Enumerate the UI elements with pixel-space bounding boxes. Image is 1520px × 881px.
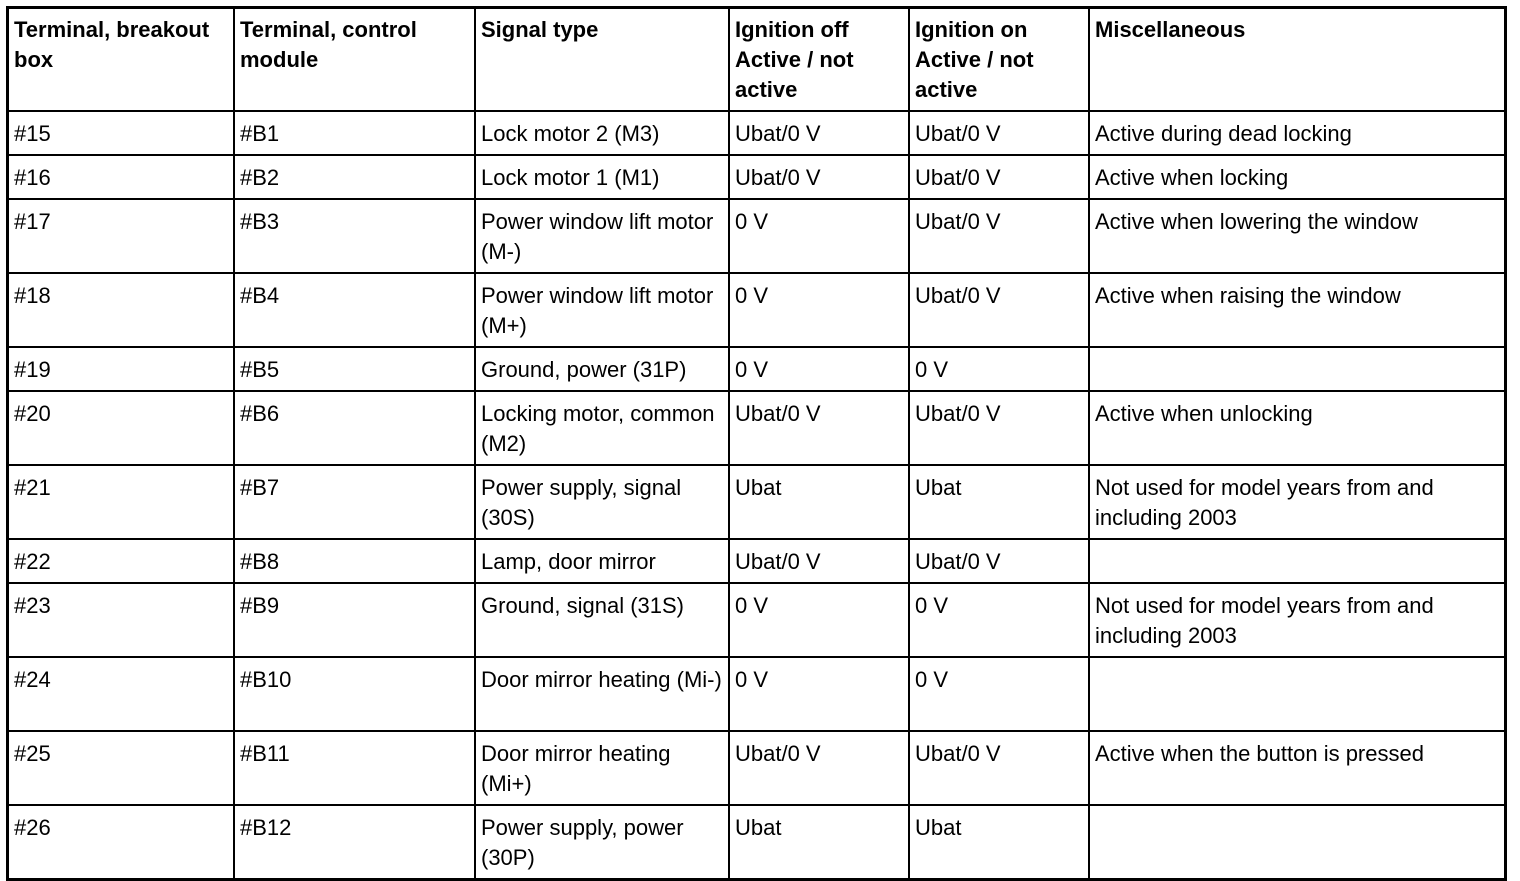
cell-terminal-breakout: #18 bbox=[8, 273, 235, 347]
header-terminal-control-module: Terminal, control module bbox=[234, 8, 475, 112]
cell-ignition-on: Ubat bbox=[909, 805, 1089, 880]
cell-terminal-breakout: #19 bbox=[8, 347, 235, 391]
cell-terminal-breakout: #17 bbox=[8, 199, 235, 273]
cell-terminal-breakout: #25 bbox=[8, 731, 235, 805]
cell-ignition-on: 0 V bbox=[909, 347, 1089, 391]
cell-ignition-off: Ubat bbox=[729, 805, 909, 880]
cell-signal-type: Door mirror heating (Mi+) bbox=[475, 731, 729, 805]
cell-signal-type: Lock motor 2 (M3) bbox=[475, 111, 729, 155]
cell-miscellaneous: Not used for model years from and including 2003 bbox=[1089, 583, 1506, 657]
cell-ignition-on: Ubat/0 V bbox=[909, 273, 1089, 347]
cell-ignition-on: 0 V bbox=[909, 657, 1089, 731]
cell-signal-type: Power window lift motor (M-) bbox=[475, 199, 729, 273]
cell-terminal-breakout: #22 bbox=[8, 539, 235, 583]
header-ignition-off: Ignition off Active / not active bbox=[729, 8, 909, 112]
cell-terminal-module: #B4 bbox=[234, 273, 475, 347]
cell-terminal-breakout: #24 bbox=[8, 657, 235, 731]
cell-ignition-off: Ubat/0 V bbox=[729, 391, 909, 465]
header-terminal-breakout-box: Terminal, breakout box bbox=[8, 8, 235, 112]
cell-ignition-off: 0 V bbox=[729, 347, 909, 391]
cell-signal-type: Ground, power (31P) bbox=[475, 347, 729, 391]
cell-terminal-module: #B5 bbox=[234, 347, 475, 391]
cell-ignition-off: Ubat/0 V bbox=[729, 731, 909, 805]
table-row bbox=[8, 111, 1506, 155]
cell-ignition-on: Ubat/0 V bbox=[909, 111, 1089, 155]
cell-ignition-off: Ubat/0 V bbox=[729, 539, 909, 583]
cell-signal-type: Power supply, power (30P) bbox=[475, 805, 729, 880]
table-row bbox=[8, 391, 1506, 465]
cell-terminal-breakout: #23 bbox=[8, 583, 235, 657]
cell-terminal-breakout: #26 bbox=[8, 805, 235, 880]
cell-ignition-off: 0 V bbox=[729, 273, 909, 347]
cell-miscellaneous bbox=[1089, 539, 1506, 583]
table-row bbox=[8, 199, 1506, 273]
header-signal-type: Signal type bbox=[475, 8, 729, 112]
cell-miscellaneous: Active when lowering the window bbox=[1089, 199, 1506, 273]
cell-terminal-module: #B8 bbox=[234, 539, 475, 583]
table-row bbox=[8, 805, 1506, 880]
cell-miscellaneous bbox=[1089, 657, 1506, 731]
cell-miscellaneous bbox=[1089, 347, 1506, 391]
cell-signal-type: Locking motor, common (M2) bbox=[475, 391, 729, 465]
cell-signal-type: Door mirror heating (Mi-) bbox=[475, 657, 729, 731]
cell-ignition-on: Ubat bbox=[909, 465, 1089, 539]
table-row bbox=[8, 155, 1506, 199]
cell-ignition-on: Ubat/0 V bbox=[909, 155, 1089, 199]
header-miscellaneous: Miscellaneous bbox=[1089, 8, 1506, 112]
cell-signal-type: Power supply, signal (30S) bbox=[475, 465, 729, 539]
table-row bbox=[8, 273, 1506, 347]
header-ignition-on: Ignition on Active / not active bbox=[909, 8, 1089, 112]
table-header-row bbox=[8, 8, 1506, 112]
cell-signal-type: Lock motor 1 (M1) bbox=[475, 155, 729, 199]
cell-miscellaneous: Active during dead locking bbox=[1089, 111, 1506, 155]
cell-ignition-off: Ubat/0 V bbox=[729, 111, 909, 155]
cell-terminal-module: #B2 bbox=[234, 155, 475, 199]
cell-terminal-breakout: #20 bbox=[8, 391, 235, 465]
cell-ignition-off: 0 V bbox=[729, 583, 909, 657]
cell-terminal-module: #B7 bbox=[234, 465, 475, 539]
cell-ignition-on: 0 V bbox=[909, 583, 1089, 657]
terminal-signal-table bbox=[6, 6, 1507, 881]
cell-ignition-off: Ubat bbox=[729, 465, 909, 539]
table-row bbox=[8, 731, 1506, 805]
cell-terminal-module: #B11 bbox=[234, 731, 475, 805]
cell-ignition-on: Ubat/0 V bbox=[909, 391, 1089, 465]
cell-terminal-module: #B6 bbox=[234, 391, 475, 465]
cell-ignition-off: 0 V bbox=[729, 657, 909, 731]
table-row bbox=[8, 465, 1506, 539]
cell-terminal-breakout: #21 bbox=[8, 465, 235, 539]
cell-ignition-off: Ubat/0 V bbox=[729, 155, 909, 199]
cell-miscellaneous: Not used for model years from and including 2003 bbox=[1089, 465, 1506, 539]
cell-miscellaneous: Active when unlocking bbox=[1089, 391, 1506, 465]
cell-signal-type: Ground, signal (31S) bbox=[475, 583, 729, 657]
cell-terminal-module: #B3 bbox=[234, 199, 475, 273]
cell-terminal-module: #B12 bbox=[234, 805, 475, 880]
cell-terminal-module: #B10 bbox=[234, 657, 475, 731]
cell-terminal-module: #B9 bbox=[234, 583, 475, 657]
table-row bbox=[8, 539, 1506, 583]
cell-terminal-module: #B1 bbox=[234, 111, 475, 155]
cell-miscellaneous: Active when the button is pressed bbox=[1089, 731, 1506, 805]
cell-miscellaneous: Active when locking bbox=[1089, 155, 1506, 199]
cell-ignition-on: Ubat/0 V bbox=[909, 731, 1089, 805]
table-row bbox=[8, 583, 1506, 657]
cell-ignition-off: 0 V bbox=[729, 199, 909, 273]
cell-ignition-on: Ubat/0 V bbox=[909, 539, 1089, 583]
cell-miscellaneous: Active when raising the window bbox=[1089, 273, 1506, 347]
cell-signal-type: Power window lift motor (M+) bbox=[475, 273, 729, 347]
table-row bbox=[8, 347, 1506, 391]
cell-terminal-breakout: #15 bbox=[8, 111, 235, 155]
cell-signal-type: Lamp, door mirror bbox=[475, 539, 729, 583]
cell-ignition-on: Ubat/0 V bbox=[909, 199, 1089, 273]
cell-terminal-breakout: #16 bbox=[8, 155, 235, 199]
table-row bbox=[8, 657, 1506, 731]
cell-miscellaneous bbox=[1089, 805, 1506, 880]
